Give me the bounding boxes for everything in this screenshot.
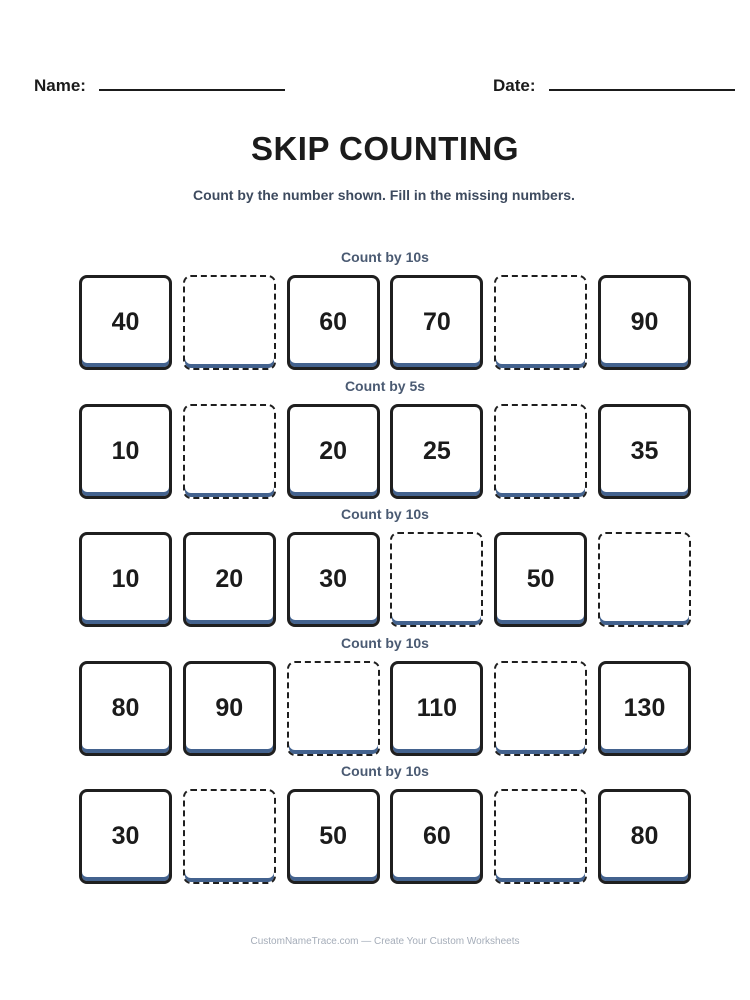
number-cells <box>79 661 691 756</box>
number-box: 60 <box>287 275 380 370</box>
footer-credit: CustomNameTrace.com — Create Your Custom Worksheets <box>250 936 520 947</box>
number-cells <box>79 532 691 627</box>
row-label: Count by 5s <box>344 377 426 394</box>
blank-answer-box[interactable] <box>598 532 691 627</box>
page-title: SKIP COUNTING <box>250 130 520 167</box>
blank-answer-box[interactable] <box>287 661 380 756</box>
number-box: 90 <box>183 661 276 756</box>
exercise-row <box>0 377 750 506</box>
blank-answer-box[interactable] <box>494 661 587 756</box>
exercise-rows <box>0 248 750 891</box>
number-cells <box>79 275 691 370</box>
number-box: 80 <box>79 661 172 756</box>
number-box: 80 <box>598 789 691 884</box>
number-box: 90 <box>598 275 691 370</box>
number-box: 20 <box>287 404 380 499</box>
instructions: Count by the number shown. Fill in the missing numbers. <box>193 187 575 203</box>
number-box: 20 <box>183 532 276 627</box>
name-label: Name: <box>34 76 86 95</box>
row-label: Count by 10s <box>341 634 429 651</box>
number-cells <box>79 789 691 884</box>
exercise-row <box>0 505 750 634</box>
number-box: 10 <box>79 404 172 499</box>
row-label: Count by 10s <box>341 763 429 779</box>
row-label: Count by 10s <box>341 249 429 265</box>
blank-answer-box[interactable] <box>183 789 276 884</box>
number-box: 130 <box>598 661 691 756</box>
number-box: 70 <box>390 275 483 370</box>
number-box: 35 <box>598 404 691 499</box>
number-box: 50 <box>494 532 587 627</box>
exercise-row <box>0 634 750 763</box>
number-box: 25 <box>390 404 483 499</box>
row-label: Count by 10s <box>341 506 429 522</box>
blank-answer-box[interactable] <box>390 532 483 627</box>
number-box: 60 <box>390 789 483 884</box>
worksheet-header <box>34 76 736 98</box>
name-field <box>34 76 285 96</box>
date-write-line[interactable] <box>549 89 735 91</box>
number-box: 110 <box>390 661 483 756</box>
number-box: 50 <box>287 789 380 884</box>
blank-answer-box[interactable] <box>494 404 587 499</box>
exercise-row <box>0 762 750 891</box>
date-field <box>493 76 735 96</box>
number-box: 40 <box>79 275 172 370</box>
blank-answer-box[interactable] <box>494 275 587 370</box>
date-label: Date: <box>493 76 536 95</box>
number-box: 30 <box>79 789 172 884</box>
number-box: 10 <box>79 532 172 627</box>
blank-answer-box[interactable] <box>183 404 276 499</box>
number-box: 30 <box>287 532 380 627</box>
blank-answer-box[interactable] <box>494 789 587 884</box>
number-cells <box>79 404 691 499</box>
blank-answer-box[interactable] <box>183 275 276 370</box>
name-write-line[interactable] <box>99 89 285 91</box>
exercise-row <box>0 248 750 377</box>
